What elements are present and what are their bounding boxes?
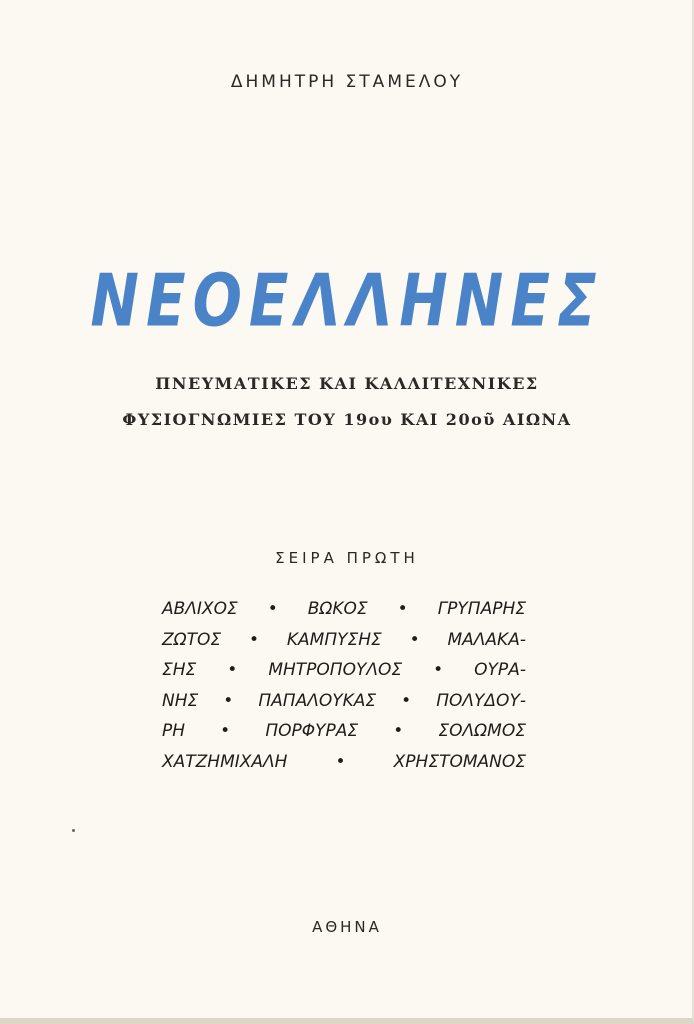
subtitle-line-2: ΦΥΣΙΟΓΝΩΜΙΕΣ ΤΟΥ 19ου ΚΑΙ 20οῦ ΑΙΩΝΑ — [122, 410, 572, 429]
series-label: ΣΕΙΡΑ ΠΡΩΤΗ — [275, 549, 419, 567]
subtitle-line-1: ΠΝΕΥΜΑΤΙΚΕΣ ΚΑΙ ΚΑΛΛΙΤΕΧΝΙΚΕΣ — [155, 374, 539, 393]
names-line — [162, 660, 526, 691]
bullet-separator: • — [433, 660, 444, 680]
name-entry: ΠΑΠΑΛΟΥΚΑΣ — [258, 690, 377, 711]
names-line — [162, 599, 526, 630]
names-line — [162, 721, 526, 752]
name-entry: ΒΩΚΟΣ — [307, 599, 368, 619]
name-entry: ΠΟΛΥΔΟΥ- — [436, 690, 526, 711]
bullet-separator: • — [401, 690, 412, 711]
bullet-separator: • — [409, 629, 420, 650]
bullet-separator: • — [267, 599, 278, 619]
names-line — [162, 630, 526, 661]
bullet-separator: • — [227, 660, 238, 680]
bullet-separator: • — [393, 721, 404, 741]
publication-place: ΑΘΗΝΑ — [312, 918, 382, 936]
name-entry: ΝΗΣ — [162, 690, 199, 711]
name-entry: ΑΒΛΙΧΟΣ — [162, 599, 238, 619]
names-list — [162, 599, 526, 782]
name-entry: ΜΗΤΡΟΠΟΥΛΟΣ — [268, 660, 403, 680]
name-entry: ΧΡΗΣΤΟΜΑΝΟΣ — [393, 751, 526, 772]
names-line — [162, 752, 526, 783]
bullet-separator: • — [249, 629, 260, 650]
bullet-separator: • — [397, 599, 408, 619]
name-entry: ΠΟΡΦΥΡΑΣ — [265, 721, 359, 741]
name-entry: ΧΑΤΖΗΜΙΧΑΛΗ — [162, 751, 288, 772]
name-entry: ΣΗΣ — [162, 660, 197, 680]
paper-speck — [72, 829, 75, 832]
name-entry: ΚΑΜΠΥΣΗΣ — [286, 629, 382, 650]
author-name: ΔΗΜΗΤΡΗ ΣΤΑΜΕΛΟΥ — [230, 72, 464, 92]
name-entry: ΓΡΥΠΑΡΗΣ — [437, 599, 526, 619]
names-line — [162, 691, 526, 722]
name-entry: ΣΟΛΩΜΟΣ — [438, 721, 526, 741]
name-entry: ΖΩΤΟΣ — [162, 629, 222, 650]
bullet-separator: • — [220, 721, 231, 741]
bullet-separator: • — [335, 751, 346, 772]
book-title: ΝΕΟΕΛΛΗΝΕΣ — [90, 258, 604, 343]
name-entry: ΡΗ — [162, 721, 186, 741]
name-entry: ΟΥΡΑ- — [474, 660, 526, 680]
name-entry: ΜΑΛΑΚΑ- — [447, 629, 526, 650]
bullet-separator: • — [223, 690, 234, 711]
